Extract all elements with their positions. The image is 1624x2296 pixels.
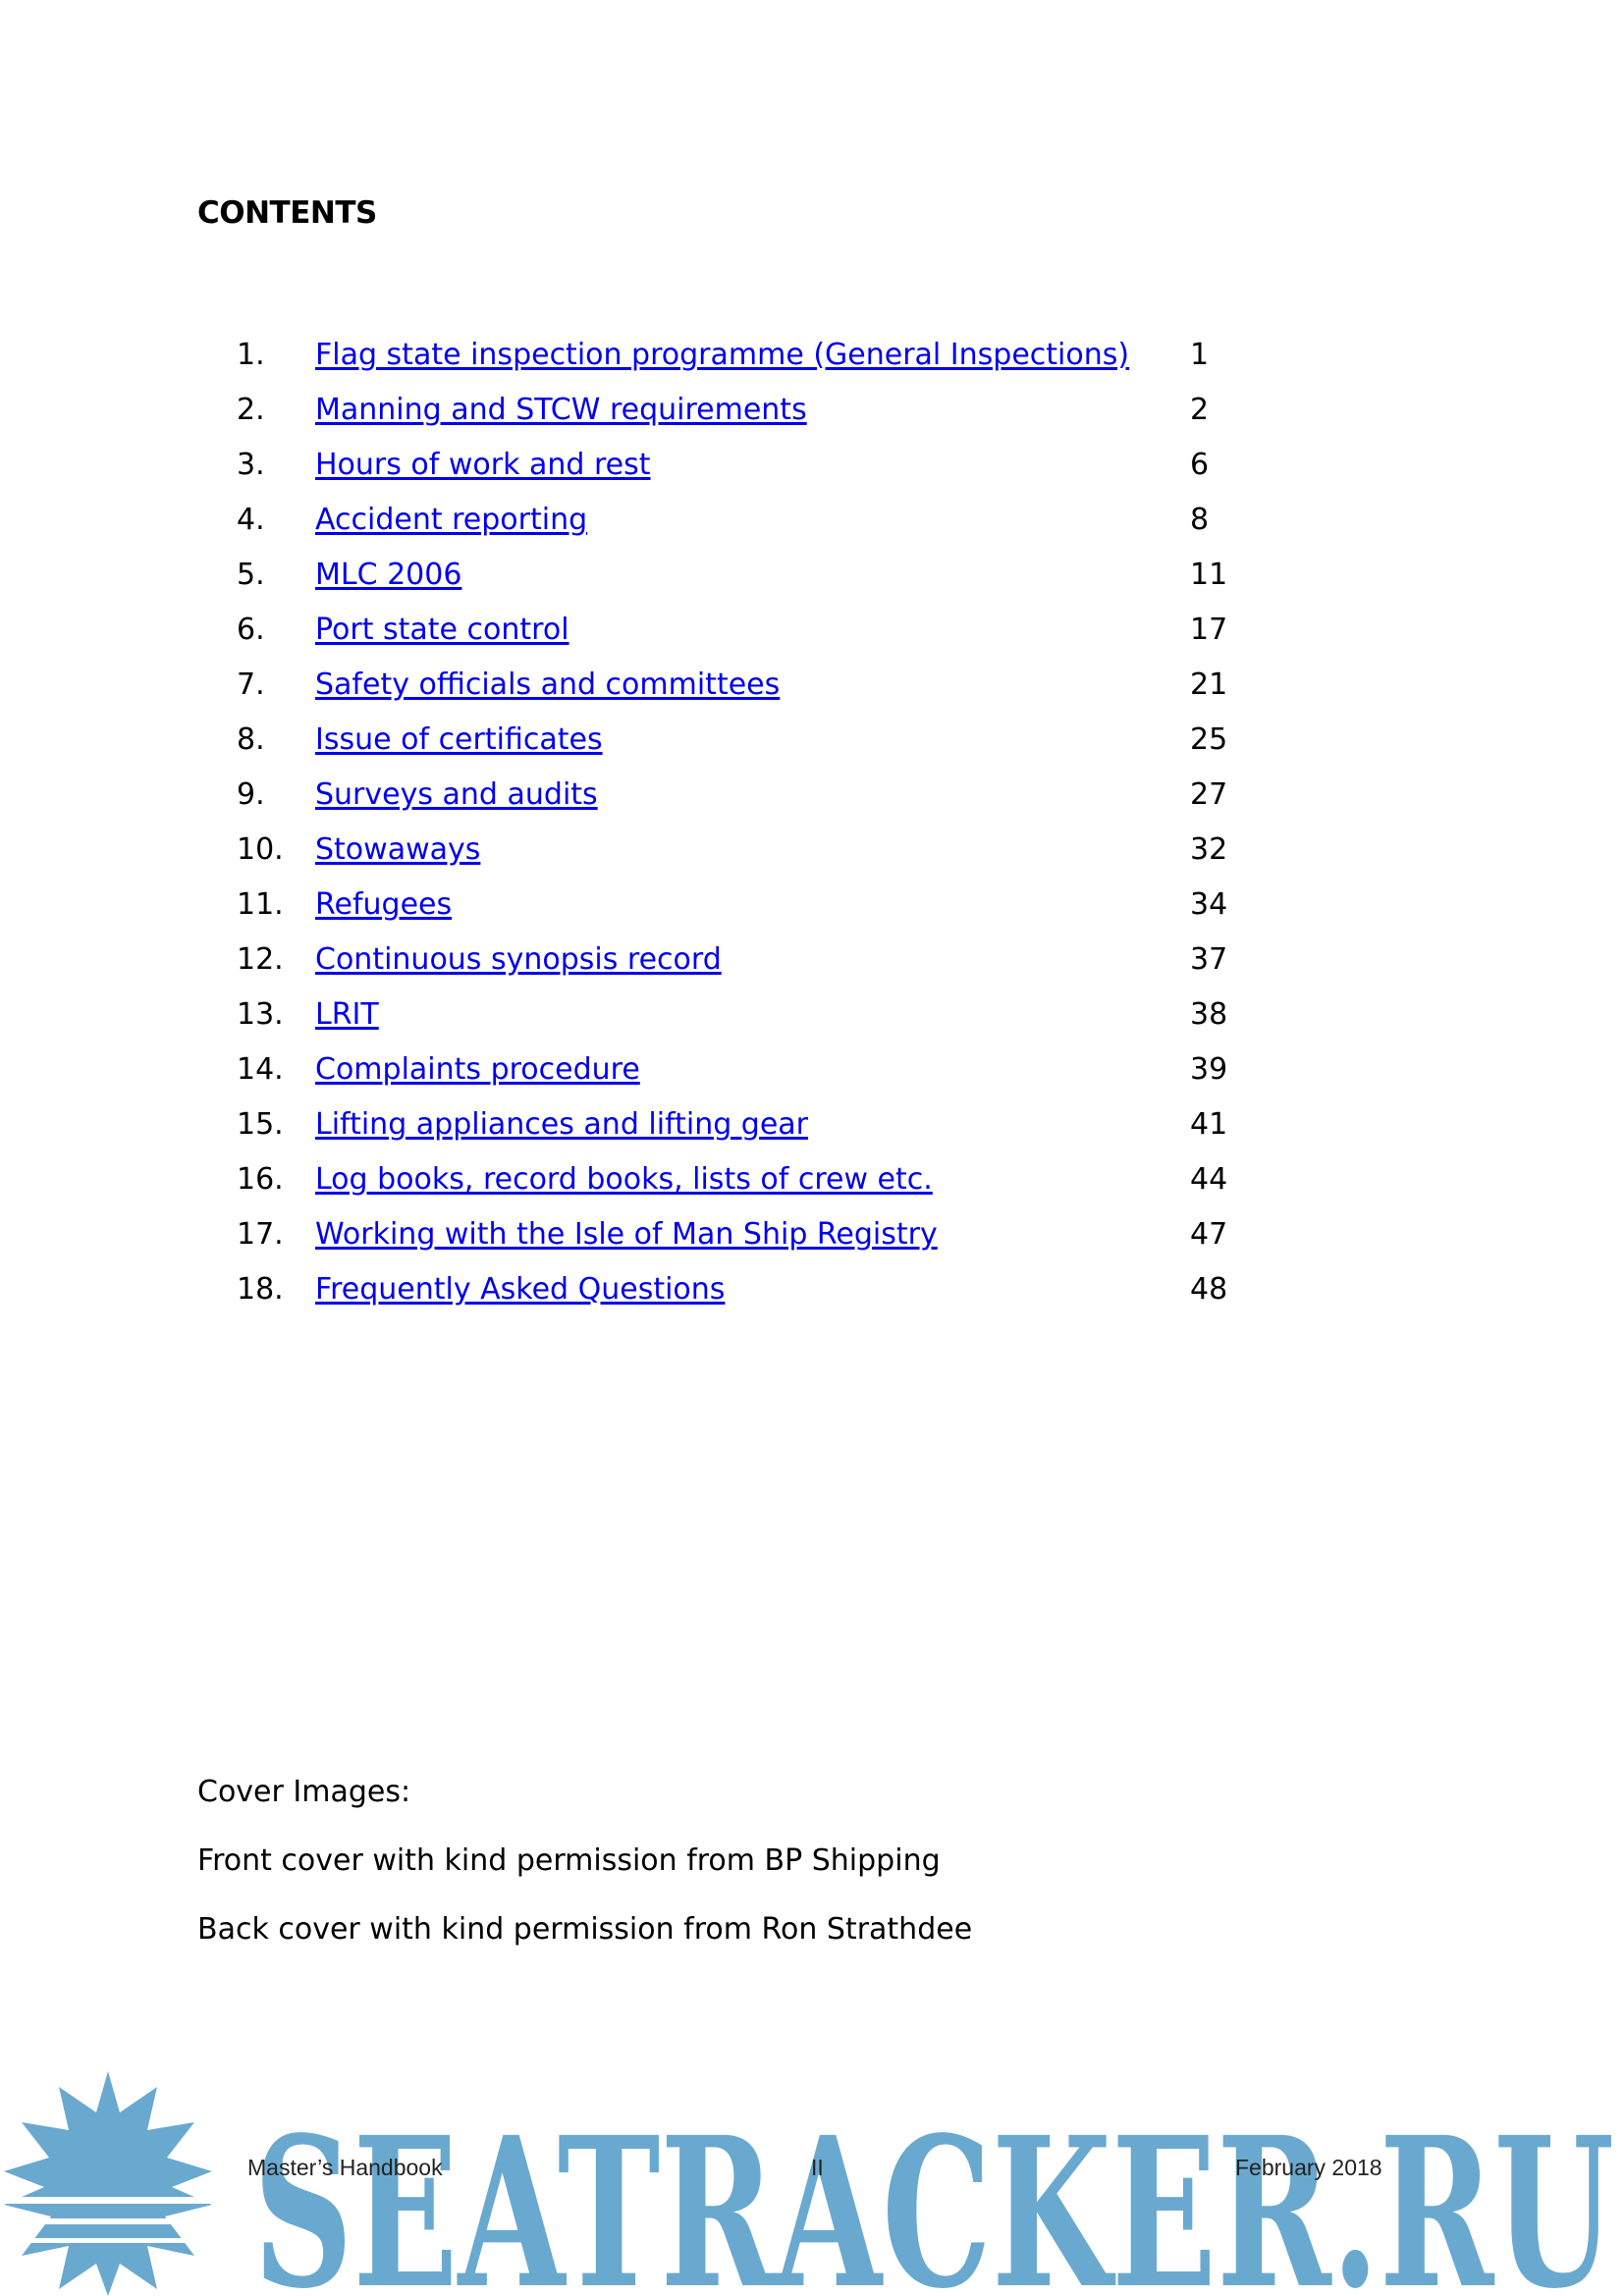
toc-item-number: 1.: [237, 338, 265, 372]
toc-item: [0, 338, 1624, 385]
toc-link-stowaways[interactable]: Stowaways: [315, 832, 481, 867]
toc-item-page: 17: [1190, 613, 1228, 647]
toc-link-safety-officials[interactable]: Safety officials and committees: [315, 667, 781, 702]
toc-item-number: 9.: [237, 777, 265, 812]
footer-page-number: II: [811, 2155, 824, 2180]
toc-item-page: 48: [1190, 1272, 1228, 1307]
toc-item-number: 5.: [237, 558, 265, 592]
toc-link-complaints-procedure[interactable]: Complaints procedure: [315, 1052, 640, 1087]
toc-link-surveys-and-audits[interactable]: Surveys and audits: [315, 777, 598, 812]
toc-link-mlc-2006[interactable]: MLC 2006: [315, 558, 462, 592]
toc-link-log-books[interactable]: Log books, record books, lists of crew etc.: [315, 1162, 933, 1197]
toc-item-page: 34: [1190, 887, 1228, 922]
toc-item-page: 47: [1190, 1217, 1228, 1252]
toc-link-refugees[interactable]: Refugees: [315, 887, 453, 922]
toc-item-number: 13.: [237, 997, 284, 1032]
toc-item: [0, 613, 1624, 660]
toc-link-hours-of-work[interactable]: Hours of work and rest: [315, 448, 651, 482]
back-cover-credit: Back cover with kind permission from Ron Strathdee: [197, 1912, 973, 1947]
toc-item-number: 2.: [237, 393, 265, 427]
toc-link-working-with-registry[interactable]: Working with the Isle of Man Ship Registry: [315, 1217, 938, 1252]
toc-link-faq[interactable]: Frequently Asked Questions: [315, 1272, 726, 1307]
toc-item: [0, 448, 1624, 495]
toc-item-number: 15.: [237, 1107, 284, 1142]
toc-item: [0, 393, 1624, 440]
footer-title: Master’s Handbook: [247, 2155, 443, 2180]
toc-item-page: 6: [1190, 448, 1210, 482]
toc-item-number: 3.: [237, 448, 265, 482]
toc-item: [0, 1162, 1624, 1209]
toc-item-page: 41: [1190, 1107, 1228, 1142]
toc-item-page: 21: [1190, 667, 1228, 702]
toc-item-number: 6.: [237, 613, 265, 647]
page-title: CONTENTS: [197, 195, 377, 231]
toc-item-number: 18.: [237, 1272, 284, 1307]
toc-link-port-state-control[interactable]: Port state control: [315, 613, 569, 647]
toc-item: [0, 722, 1624, 770]
toc-link-lifting-appliances[interactable]: Lifting appliances and lifting gear: [315, 1107, 809, 1142]
toc-link-manning-stcw[interactable]: Manning and STCW requirements: [315, 393, 807, 427]
toc-item: [0, 558, 1624, 605]
toc-item-page: 11: [1190, 558, 1228, 592]
watermark-text: SEATRACKER.RU: [253, 2092, 1614, 2296]
sun-logo-icon: [0, 2071, 226, 2296]
toc-item: [0, 997, 1624, 1044]
toc-item: [0, 1272, 1624, 1319]
toc-item: [0, 832, 1624, 880]
front-cover-credit: Front cover with kind permission from BP Shipping: [197, 1843, 941, 1878]
toc-item-page: 25: [1190, 722, 1228, 757]
toc-item-page: 32: [1190, 832, 1228, 867]
toc-item-page: 2: [1190, 393, 1210, 427]
toc-link-issue-of-certificates[interactable]: Issue of certificates: [315, 722, 603, 757]
toc-item-number: 17.: [237, 1217, 284, 1252]
toc-item-page: 27: [1190, 777, 1228, 812]
toc-item-number: 8.: [237, 722, 265, 757]
toc-item-page: 39: [1190, 1052, 1228, 1087]
seatracker-watermark: [0, 2071, 1624, 2296]
toc-link-continuous-synopsis-record[interactable]: Continuous synopsis record: [315, 942, 722, 977]
toc-item: [0, 1052, 1624, 1099]
toc-item-number: 16.: [237, 1162, 284, 1197]
toc-item-page: 37: [1190, 942, 1228, 977]
toc-item: [0, 942, 1624, 989]
cover-images-label: Cover Images:: [197, 1775, 411, 1809]
toc-link-flag-state-inspection[interactable]: Flag state inspection programme (General Inspections): [315, 338, 1130, 372]
toc-item: [0, 503, 1624, 550]
toc-item: [0, 777, 1624, 825]
toc-item: [0, 1217, 1624, 1264]
toc-item-page: 8: [1190, 503, 1210, 537]
toc-item-number: 12.: [237, 942, 284, 977]
toc-item-page: 38: [1190, 997, 1228, 1032]
toc-item: [0, 1107, 1624, 1154]
toc-item: [0, 887, 1624, 934]
toc-item-page: 44: [1190, 1162, 1228, 1197]
toc-link-accident-reporting[interactable]: Accident reporting: [315, 503, 588, 537]
toc-item-number: 14.: [237, 1052, 284, 1087]
toc-item-number: 4.: [237, 503, 265, 537]
toc-item: [0, 667, 1624, 715]
toc-item-number: 11.: [237, 887, 284, 922]
toc-link-lrit[interactable]: LRIT: [315, 997, 379, 1032]
footer-date: February 2018: [1235, 2155, 1382, 2180]
toc-item-number: 7.: [237, 667, 265, 702]
toc-item-number: 10.: [237, 832, 284, 867]
toc-item-page: 1: [1190, 338, 1210, 372]
